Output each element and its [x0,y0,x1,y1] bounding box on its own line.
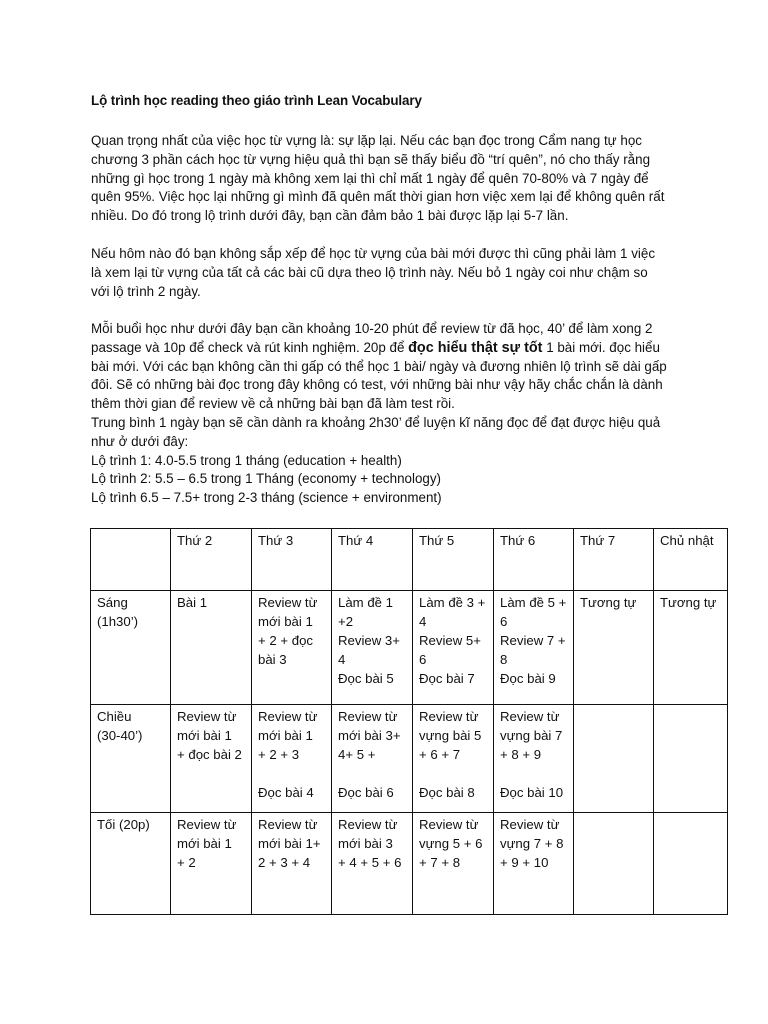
cell-line: Sáng [97,595,128,610]
paragraph-missed-day [91,245,691,301]
cell-spacer [258,765,326,784]
cell-line: vựng bài 5 [419,727,482,743]
table-cell [252,813,332,915]
header-cell: Chủ nhật [654,529,728,591]
cell-line: 4 [338,651,346,667]
paragraph-line: như ở dưới đây: [91,433,189,449]
cell-line: vựng bài 7 [500,727,563,743]
cell-line: Review từ [338,709,398,724]
header-cell: Thứ 7 [574,529,654,591]
document-title: Lộ trình học reading theo giáo trình Lean Vocabulary [91,93,422,108]
table-cell [413,705,494,813]
cell-line: Làm đề 3 + [419,595,486,610]
cell-line: Review từ [419,709,479,724]
cell-line: mới bài 1 [258,727,313,743]
table-cell [332,813,413,915]
cell-line: Review từ [258,709,318,724]
cell-line: Review từ [419,817,479,832]
paragraph-line: Quan trọng nhất của việc học từ vựng là: sự lặp lại. Nếu các bạn đọc trong Cẩm nang tự học [91,133,642,148]
cell-line: Chiều [97,709,132,724]
cell-line: 8 [500,651,508,667]
cell-line: + 6 + 7 [419,746,461,762]
cell-line: Đọc bài 6 [338,784,394,800]
cell-spacer [500,765,568,784]
cell-line: 4 [419,613,427,629]
cell-line: + 2 + đọc [258,632,313,648]
table-row-evening [91,813,728,915]
cell-line: Tương tự [580,595,637,610]
table-cell-empty [654,813,728,915]
table-cell [171,705,252,813]
cell-spacer [419,765,488,784]
cell-line: Review từ [177,817,237,832]
table-cell-empty [654,705,728,813]
paragraph-line: đôi. Sẽ có những bài đọc trong đây không có test, với những bài như vậy hãy chắc chắn là dành [91,377,663,393]
paragraph-line: Mỗi buổi học như dưới đây bạn cần khoảng 10-20 phút để review từ đã học, 40’ để làm xong 2 [91,321,653,336]
table-cell [413,591,494,705]
table-cell [171,813,252,915]
paragraph-repetition [91,132,691,226]
row-label-cell [91,813,171,915]
cell-line: Đọc bài 10 [500,784,564,800]
emphasis-text: đọc hiểu thật sự tốt [408,339,543,356]
paragraph-line: Nếu hôm nào đó bạn không sắp xếp để học từ vựng của bài mới được thì cũng phải làm 1 việc [91,246,656,261]
header-cell: Thứ 6 [494,529,574,591]
table-row-morning [91,591,728,705]
cell-line: Review từ [500,817,560,832]
table-cell [494,813,574,915]
cell-line: Đọc bài 8 [419,784,475,800]
text-run: passage và 10p để check và rút kinh nghiệm. 20p để [91,339,409,355]
cell-line: +2 [338,613,354,629]
cell-spacer [338,765,407,784]
cell-line: (1h30’) [97,613,139,629]
cell-line: Review 3+ [338,632,400,648]
schedule-table [90,528,728,915]
cell-line: 4+ 5 + [338,746,376,762]
header-cell: Thứ 4 [332,529,413,591]
table-cell [494,591,574,705]
cell-line: Review từ [177,709,237,724]
table-cell [654,591,728,705]
cell-line: + 2 + 3 [258,746,300,762]
paragraph-line: những gì học trong 1 ngày mà không xem lại thì chỉ mất 1 ngày để quên 70-80% và 7 ngày để [91,170,649,186]
paragraph-line: quên 95%. Việc học lại những gì mình đã quên mất thời gian hơn việc xem lại để không quên rất [91,189,665,205]
roadmap-line-3: Lộ trình 6.5 – 7.5+ trong 2-3 tháng (science + environment) [91,490,442,506]
cell-line: + 2 [177,854,196,870]
cell-line: Review từ [338,817,398,832]
table-row-afternoon [91,705,728,813]
cell-line: mới bài 1 [177,835,232,851]
table-cell [252,591,332,705]
table-header-row [91,529,728,591]
table-cell-empty [574,705,654,813]
cell-line: Tương tự [660,595,717,610]
paragraph-line: là xem lại từ vựng của tất cả các bài cũ dựa theo lộ trình này. Nếu bỏ 1 ngày coi như chậm so [91,264,648,280]
cell-line: (30-40’) [97,727,143,743]
header-cell: Thứ 2 [171,529,252,591]
cell-line: mới bài 3+ [338,727,401,743]
cell-line: Đọc bài 7 [419,670,475,686]
table-cell-empty [574,813,654,915]
cell-line: Đọc bài 4 [258,784,314,800]
paragraph-line: chương 3 phần cách học từ vựng hiệu quả thì bạn sẽ thấy biểu đồ “trí quên”, nó cho thấy rằng [91,151,651,167]
cell-line: mới bài 1+ [258,835,321,851]
cell-line: 6 [500,613,508,629]
cell-line: + 7 + 8 [419,854,461,870]
cell-line: vựng 7 + 8 [500,835,564,851]
cell-line: Review từ [258,817,318,832]
cell-line: Đọc bài 9 [500,670,556,686]
paragraph-session-plan [91,320,691,508]
table-cell [413,813,494,915]
table-cell [171,591,252,705]
paragraph-line: nhiều. Do đó trong lộ trình dưới đây, bạn cần đảm bảo 1 bài được lặp lại 5-7 lần. [91,208,569,224]
header-cell-empty [91,529,171,591]
cell-line: Review 5+ [419,632,481,648]
paragraph-line: Trung bình 1 ngày bạn sẽ cần dành ra khoảng 2h30’ để luyện kĩ năng đọc để đạt được hiệu quả [91,414,661,430]
roadmap-line-2: Lộ trình 2: 5.5 – 6.5 trong 1 Tháng (economy + technology) [91,471,441,487]
cell-line: + 4 + 5 + 6 [338,854,402,870]
cell-line: Review từ [500,709,560,724]
table-cell [332,591,413,705]
cell-line: Review 7 + [500,632,566,648]
cell-line: 2 + 3 + 4 [258,854,311,870]
cell-line: Làm đề 1 [338,595,393,610]
cell-line: mới bài 1 [258,613,313,629]
header-cell: Thứ 3 [252,529,332,591]
paragraph-line: thêm thời gian để review về cả những bài bạn đã làm test rồi. [91,396,455,412]
cell-line: Đọc bài 5 [338,670,394,686]
cell-line: + đọc bài 2 [177,746,242,762]
paragraph-line: bài mới. Với các bạn không cần thi gấp có thể học 1 bài/ ngày và đương nhiên lộ trình sẽ dài gấp [91,358,667,374]
cell-line: Bài 1 [177,595,208,610]
cell-line: 6 [419,651,427,667]
table-cell [252,705,332,813]
table-cell [332,705,413,813]
row-label-cell [91,591,171,705]
paragraph-line: với lộ trình 2 ngày. [91,283,201,299]
cell-line: mới bài 3 [338,835,393,851]
header-cell: Thứ 5 [413,529,494,591]
cell-line: mới bài 1 [177,727,232,743]
row-label-cell [91,705,171,813]
text-run: 1 bài mới. đọc hiểu [542,339,660,355]
cell-line: Làm đề 5 + [500,595,567,610]
paragraph-line-with-emphasis [91,339,691,358]
table-cell [494,705,574,813]
cell-line: + 9 + 10 [500,854,549,870]
roadmap-line-1: Lộ trình 1: 4.0-5.5 trong 1 tháng (education + health) [91,452,402,468]
cell-line: Review từ [258,595,318,610]
cell-line: Tối (20p) [97,817,150,832]
cell-line: + 8 + 9 [500,746,542,762]
cell-line: vựng 5 + 6 [419,835,483,851]
table-cell [574,591,654,705]
cell-line: bài 3 [258,651,287,667]
